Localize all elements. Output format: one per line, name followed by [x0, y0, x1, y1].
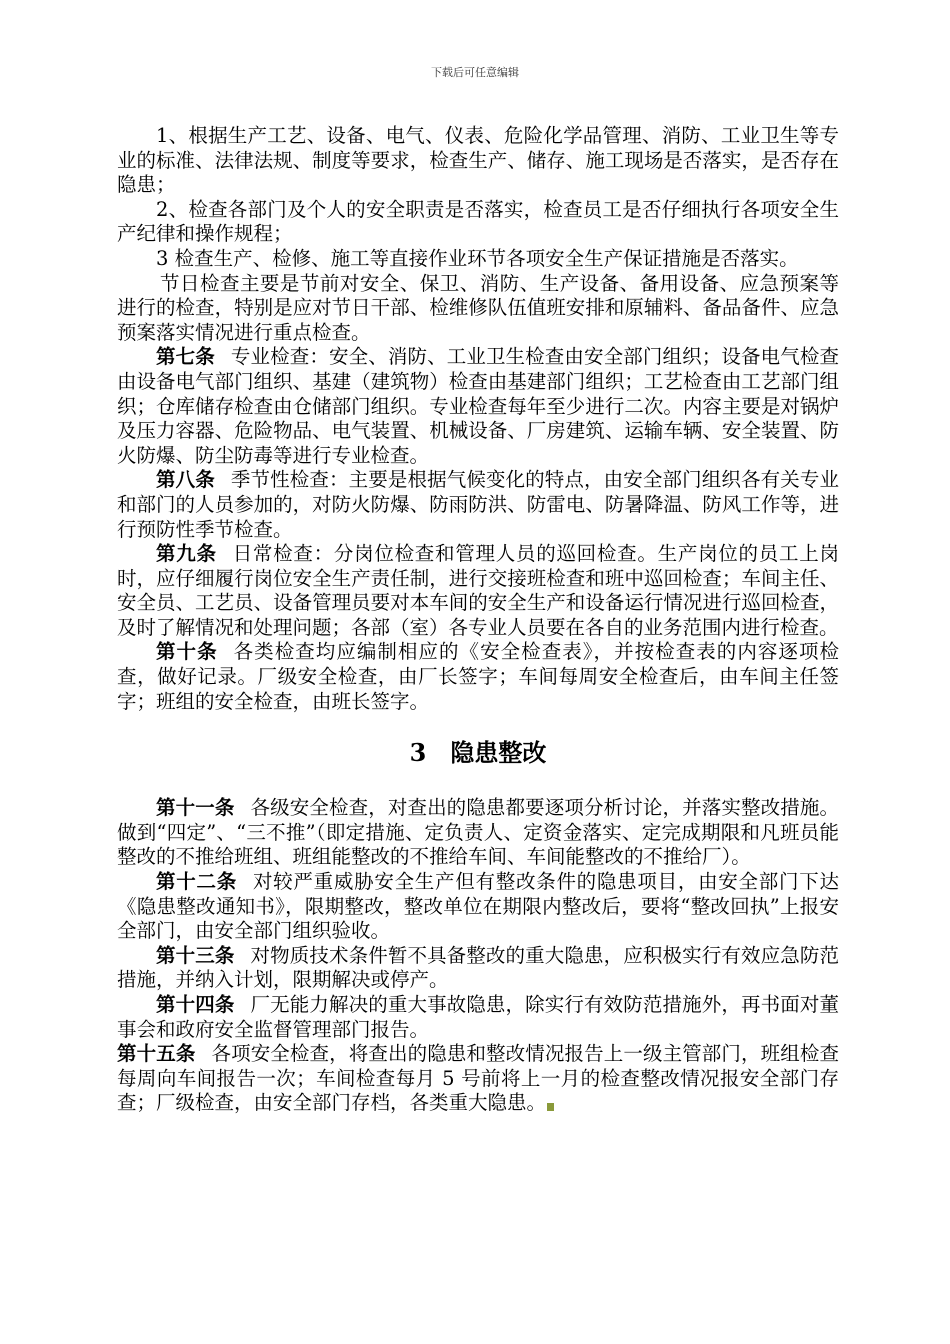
article-label: 第八条: [156, 468, 215, 492]
article-text: 对物质技术条件暂不具备整改的重大隐患，应积极实行有效应急防范措施，并纳入计划，限期解决或停产。: [117, 943, 839, 992]
article-12: [117, 870, 839, 944]
article-10: [117, 640, 839, 714]
article-15: [117, 1042, 839, 1116]
paragraph: 节日检查主要是节前对安全、保卫、消防、生产设备、备用设备、应急预案等进行的检查，特别是应对节日干部、检维修队伍值班安排和原辅料、备品备件、应急预案落实情况进行重点检查。: [117, 271, 839, 344]
article-text: 季节性检查：主要是根据气候变化的特点，由安全部门组织各有关专业和部门的人员参加的，对防火防爆、防雨防洪、防雷电、防暑降温、防风工作等，进行预防性季节检查。: [117, 468, 839, 541]
article-label: 第十条: [156, 640, 218, 664]
paragraph: 3 检查生产、检修、施工等直接作业环节各项安全生产保证措施是否落实。: [156, 246, 799, 270]
article-text: 日常检查：分岗位检查和管理人员的巡回检查。生产岗位的员工上岗时，应仔细履行岗位安全生产责任制，进行交接班检查和班中巡回检查；车间主任、安全员、工艺员、设备管理员要对本车间的安全生产和设备运行情况进行巡回检查，及时了解情况和处理问题；各部（室）各专业人员要在各自的业务范围内进行检查。: [117, 542, 839, 639]
article-9: [117, 542, 839, 640]
section-heading: [117, 738, 839, 768]
article-8: [117, 468, 839, 542]
document-body: [117, 124, 839, 1116]
article-11: [117, 796, 839, 870]
article-label: 第十三条: [156, 943, 235, 967]
article-label: 第九条: [156, 542, 217, 566]
article-label: 第十一条: [156, 796, 235, 820]
article-text: 厂无能力解决的重大事故隐患，除实行有效防范措施外，再书面对董事会和政府安全监督管理部门报告。: [117, 993, 839, 1041]
article-label: 第七条: [156, 345, 215, 369]
section-number: 3: [409, 738, 427, 768]
article-label: 第十二条: [156, 870, 237, 894]
article-label: 第十四条: [156, 993, 235, 1016]
article-13: [117, 944, 839, 993]
paragraph: 1、根据生产工艺、设备、电气、仪表、危险化学品管理、消防、工业卫生等专业的标准、法律法规、制度等要求，检查生产、储存、施工现场是否落实，是否存在隐患；: [117, 124, 839, 197]
section-title: 隐患整改: [450, 738, 547, 768]
article-14: [117, 993, 839, 1042]
article-text: 专业检查：安全、消防、工业卫生检查由安全部门组织；设备电气检查由设备电气部门组织、基建（建筑物）检查由基建部门组织；工艺检查由工艺部门组织；仓库储存检查由仓储部门组织。专业检查每年至少进行二次。内容主要是对锅炉及压力容器、危险物品、电气装置、机械设备、厂房建筑、运输车辆、安全装置、防火防爆、防尘防毒等进行专业检查。: [117, 345, 839, 467]
article-text: 各项安全检查，将查出的隐患和整改情况报告上一级主管部门，班组检查每周向车间报告一次；车间检查每月 5 号前将上一月的检查整改情况报安全部门存查；厂级检查，由安全部门存档，各类重大隐患。: [117, 1042, 839, 1115]
paragraph: 2、检查各部门及个人的安全职责是否落实，检查员工是否仔细执行各项安全生产纪律和操作规程；: [117, 197, 839, 246]
article-7: [117, 345, 839, 468]
article-label: 第十五条: [117, 1042, 196, 1066]
article-text: 各级安全检查，对查出的隐患都要逐项分析讨论，并落实整改措施。做到“四定”、“三不推”（即定措施、定负责人、定资金落实、定完成期限和凡班员能整改的不推给班组、班组能整改的不推给车间、车间能整改的不推给厂）。: [117, 796, 839, 869]
paragraph-end-mark: [547, 1103, 554, 1111]
article-text: 对较严重威胁安全生产但有整改条件的隐患项目，由安全部门下达《隐患整改通知书》，限期整改，整改单位在期限内整改后，要将“整改回执”上报安全部门，由安全部门组织验收。: [117, 870, 839, 943]
article-text: 各类检查均应编制相应的《安全检查表》，并按检查表的内容逐项检查，做好记录。厂级安全检查，由厂长签字；车间每周安全检查后，由车间主任签字；班组的安全检查，由班长签字。: [117, 640, 839, 713]
page-header: 下载后可任意编辑: [431, 66, 519, 79]
